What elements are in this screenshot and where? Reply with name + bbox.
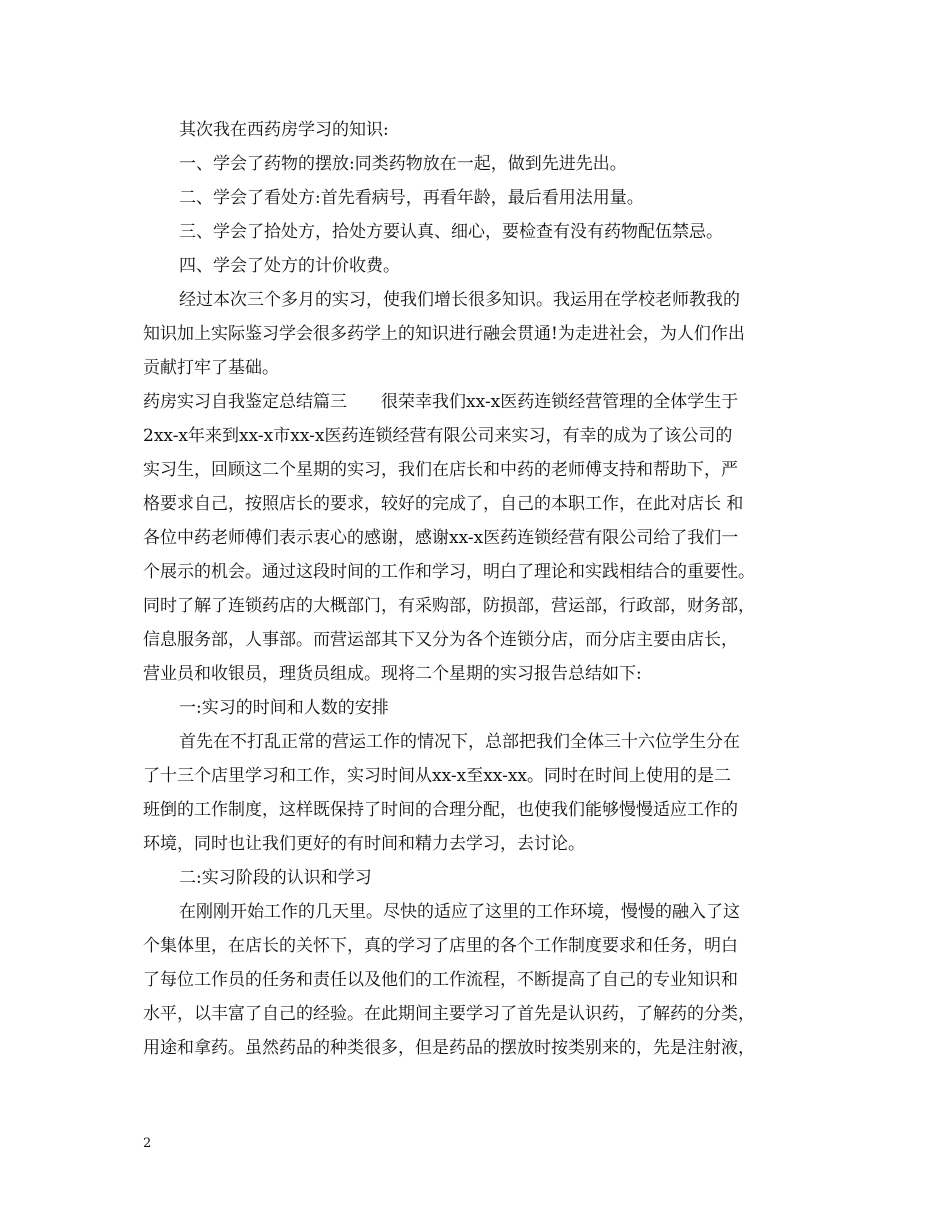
text-line: 水平，以丰富了自己的经验。在此期间主要学习了首先是认识药，了解药的分类， xyxy=(143,1004,755,1024)
text-line: 营业员和收银员，理货员组成。现将二个星期的实习报告总结如下: xyxy=(143,664,642,684)
text-line: 格要求自己，按照店长的要求，较好的完成了，自己的本职工作，在此对店长 和 xyxy=(143,494,744,514)
text-line: 一:实习的时间和人数的安排 xyxy=(179,698,389,718)
text-line: 二:实习阶段的认识和学习 xyxy=(179,868,372,888)
text-line: 了每位工作员的任务和责任以及他们的工作流程，不断提高了自己的专业知识和 xyxy=(143,970,738,990)
text-line: 一、学会了药物的摆放:同类药物放在一起，做到先进先出。 xyxy=(179,154,627,174)
text-line: 经过本次三个多月的实习，使我们增长很多知识。我运用在学校老师教我的 xyxy=(179,290,740,310)
text-line: 在刚刚开始工作的几天里。尽快的适应了这里的工作环境，慢慢的融入了这 xyxy=(179,902,740,922)
text-line: 其次我在西药房学习的知识: xyxy=(179,120,389,140)
text-line: 药房实习自我鉴定总结篇三 很荣幸我们xx-x医药连锁经营管理的全体学生于 xyxy=(143,392,739,412)
text-line: 贡献打牢了基础。 xyxy=(143,358,279,378)
text-line: 各位中药老师傅们表示衷心的感谢，感谢xx-x医药连锁经营有限公司给了我们一 xyxy=(143,528,739,548)
text-line: 实习生，回顾这二个星期的实习，我们在店长和中药的老师傅支持和帮助下，严 xyxy=(143,460,738,480)
text-line: 用途和拿药。虽然药品的种类很多，但是药品的摆放时按类别来的，先是注射液， xyxy=(143,1038,755,1058)
text-line: 知识加上实际鉴习学会很多药学上的知识进行融会贯通!为走进社会，为人们作出 xyxy=(143,324,745,344)
text-line: 个展示的机会。通过这段时间的工作和学习，明白了理论和实践相结合的重要性。 xyxy=(143,562,755,582)
text-line: 首先在不打乱正常的营运工作的情况下，总部把我们全体三十六位学生分在 xyxy=(179,732,740,752)
text-line: 个集体里，在店长的关怀下，真的学习了店里的各个工作制度要求和任务，明白 xyxy=(143,936,738,956)
page-number: 2 xyxy=(143,1136,152,1151)
text-line: 三、学会了拾处方，拾处方要认真、细心，要检查有没有药物配伍禁忌。 xyxy=(179,222,723,242)
document-body xyxy=(143,113,823,1065)
text-line: 了十三个店里学习和工作，实习时间从xx-x至xx-xx。同时在时间上使用的是二 xyxy=(143,766,732,786)
text-line: 环境，同时也让我们更好的有时间和精力去学习，去讨论。 xyxy=(143,834,585,854)
text-line: 2xx-x年来到xx-x市xx-x医药连锁经营有限公司来实习，有幸的成为了该公司的 xyxy=(143,426,733,446)
text-line: 同时了解了连锁药店的大概部门，有采购部，防损部，营运部，行政部，财务部， xyxy=(143,596,755,616)
text-line: 信息服务部，人事部。而营运部其下又分为各个连锁分店，而分店主要由店长， xyxy=(143,630,738,650)
text-line: 班倒的工作制度，这样既保持了时间的合理分配，也使我们能够慢慢适应工作的 xyxy=(143,800,738,820)
text-line: 二、学会了看处方:首先看病号，再看年龄，最后看用法用量。 xyxy=(179,188,644,208)
text-line: 四、学会了处方的计价收费。 xyxy=(179,256,400,276)
